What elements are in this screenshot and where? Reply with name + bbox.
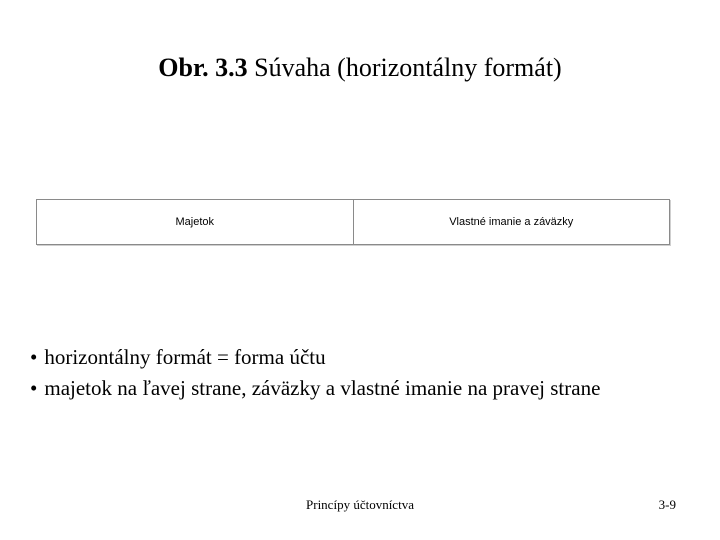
page-number: 3-9 (658, 497, 676, 512)
bullet-item: • horizontálny formát = forma účtu (30, 342, 600, 373)
figure-number: Obr. 3.3 (158, 53, 248, 82)
slide-title (0, 48, 720, 88)
balance-sheet-table (36, 199, 670, 245)
figure-caption: Súvaha (horizontálny formát) (254, 53, 562, 82)
assets-cell: Majetok (175, 216, 215, 228)
bullet-list (30, 342, 600, 404)
equity-liabilities-cell: Vlastné imanie a záväzky (353, 200, 670, 244)
bullet-item: • majetok na ľavej strane, záväzky a vlastné imanie na pravej strane (30, 373, 600, 404)
footer-course-title: Princípy účtovníctva (306, 497, 414, 512)
